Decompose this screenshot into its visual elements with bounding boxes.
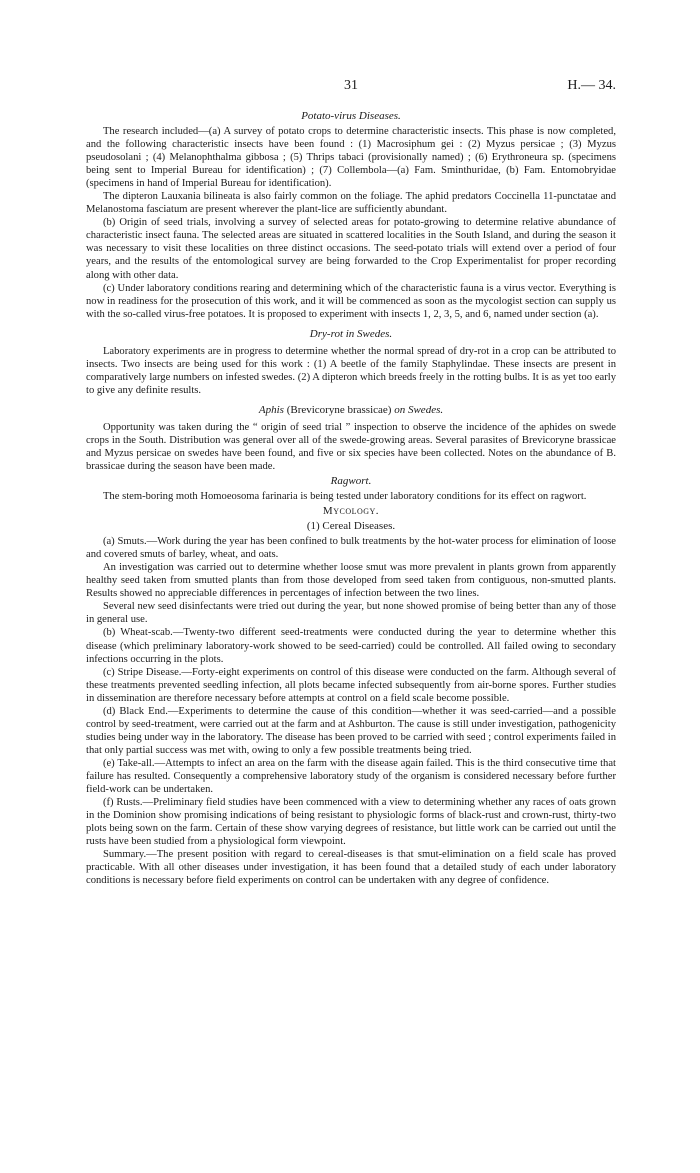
heading-part: Aphis (258, 403, 284, 416)
section-heading-potato-virus: Potato-virus Diseases. (301, 110, 401, 122)
heading-part: (Brevicoryne brassicae) (283, 403, 395, 416)
paragraph: (b) Origin of seed trials, involving a survey of selected areas for potato-growing to determine relative abundance of characteristic insect fauna. The selected areas are situated in scattered localities in the South Island, and during the season it was necessary to visit these localities on three distinct occasions. The seed-potato trials will extend over a period of four years, and the results of the entomological survey are being forwarded to the Crop Experimentalist for proper recording along with other data. (86, 217, 616, 281)
paragraph: (e) Take-all.—Attempts to infect an area on the farm with the disease again failed. This is the third consecutive time that failure has resulted. Consequently a comprehensive laboratory study of the organism is considered necessary before further field-work can be undertaken. (86, 757, 616, 796)
paragraph: (d) Black End.—Experiments to determine the cause of this condition—whether it was seed-carried—and a possible control by seed-treatment, were carried out at the farm and at Ashburton. The cause is still under investigation, pathogenicity studies being under way in the laboratory. The disease has been proved to be carried with seed ; control experiments failed in that only partial success was met with, owing to only a few possible treatments being tried. (86, 705, 616, 756)
page-body (86, 108, 616, 887)
page-number: 31 (344, 78, 358, 93)
paragraph: An investigation was carried out to determine whether loose smut was more prevalent in plants grown from apparently healthy seed taken from smutted plants than from those developed from seed taken from contiguous, non-smutted plants. Results showed no appreciable differences in percentages of infection between the two lines. (86, 562, 616, 600)
section-heading-aphis (86, 404, 616, 417)
paragraph: (f) Rusts.—Preliminary field studies have been commenced with a view to determining whether any races of oats grown in the Dominion show promising indications of being resistant to physiologic forms of black-rust and crown-rust, thirty-two plots being sown on the farm. Certain of these show varying degrees of resistance, but little work can be carried out until the rusts have been studied from a physiological form viewpoint. (86, 797, 616, 848)
paragraph: (c) Under laboratory conditions rearing and determining which of the characteristic fauna is a virus vector. Everything is now in readiness for the prosecution of this work, and it will be commenced as soon as the mycologist section can supply us with the so-called virus-free potatoes. It is proposed to experiment with insects 1, 2, 3, 5, and 6, named under section (a). (86, 282, 616, 320)
paragraph: Laboratory experiments are in progress to determine whether the normal spread of dry-rot in a crop can be attributed to insects. Two insects are being used for this work : (1) A beetle of the family Staphylindae. These insects are present in comparatively large numbers on infested swedes. (2) A dipteron which breeds freely in the rotting bulbs. It is as yet too early to give any definite results. (86, 345, 616, 396)
section-heading-dry-rot: Dry-rot in Swedes. (309, 327, 393, 340)
section-heading-mycology: Mycology. (322, 505, 380, 518)
paragraph: (b) Wheat-scab.—Twenty-two different seed-treatments were conducted during the year to determine whether this disease (which preliminary laboratory-work showed to be seed-carried) could be controlled. All failed owing to secondary infections occurring in the plots. (86, 627, 616, 665)
paragraph: (a) Smuts.—Work during the year has been confined to bulk treatments by the hot-water process for elimination of loose and covered smuts of barley, wheat, and oats. (86, 536, 616, 561)
heading-part: on Swedes. (394, 403, 444, 416)
paragraph: The stem-boring moth Homoeosoma farinaria is being tested under laboratory conditions for its effect on ragwort. (102, 491, 587, 503)
page-header (86, 78, 616, 98)
paragraph: The research included—(a) A survey of potato crops to determine characteristic insects. This phase is now completed, and the following characteristic insects have been found : (1) Macrosiphum gei : (2) Myzus persicae ; (3) Myzus pseudosolani ; (4) Melanophthalma gibbosa ; (5) Thrips tabaci (provisionally named) ; (6) Erythroneura sp. (specimens being sent to Imperial Bureau for identification) ; (7) Collembola—(a) Fam. Sminthuridae, (b) Fam. Entomobryidae (specimens in hand of Imperial Bureau for identification). (86, 126, 616, 190)
paragraph: (c) Stripe Disease.—Forty-eight experiments on control of this disease were conducted on the farm. Although several of these treatments prevented seedling infection, all plots became infected subsequently from air-borne spores. Further studies in dissemination are therefore necessary before attempts at control on a field scale become possible. (86, 666, 616, 704)
paragraph: Several new seed disinfectants were tried out during the year, but none showed promise of being better than any of those in general use. (86, 601, 616, 626)
subsection-heading-cereal-diseases: (1) Cereal Diseases. (306, 520, 396, 533)
document-reference: H.— 34. (567, 78, 616, 93)
paragraph: The dipteron Lauxania bilineata is also fairly common on the foliage. The aphid predators Coccinella 11-punctatae and Melanostoma fasciatum are present wherever the plant-lice are sufficiently abundant. (86, 191, 616, 216)
section-heading-ragwort: Ragwort. (330, 475, 372, 488)
paragraph: Summary.—The present position with regard to cereal-diseases is that smut-elimination on a field scale has proved practicable. With all other diseases under investigation, it has been found that a detailed study of each under laboratory conditions is necessary before field experiments on control can be undertaken with any degree of confidence. (86, 849, 616, 887)
paragraph: Opportunity was taken during the “ origin of seed trial ” inspection to observe the incidence of the aphides on swede crops in the South. Distribution was general over all of the swede-growing areas. Several parasites of Brevicoryne brassicae and Myzus persicae on swedes have been found, and five or six species have been collected. Notes on the abundance of B. brassicae during the season have been made. (86, 421, 616, 473)
